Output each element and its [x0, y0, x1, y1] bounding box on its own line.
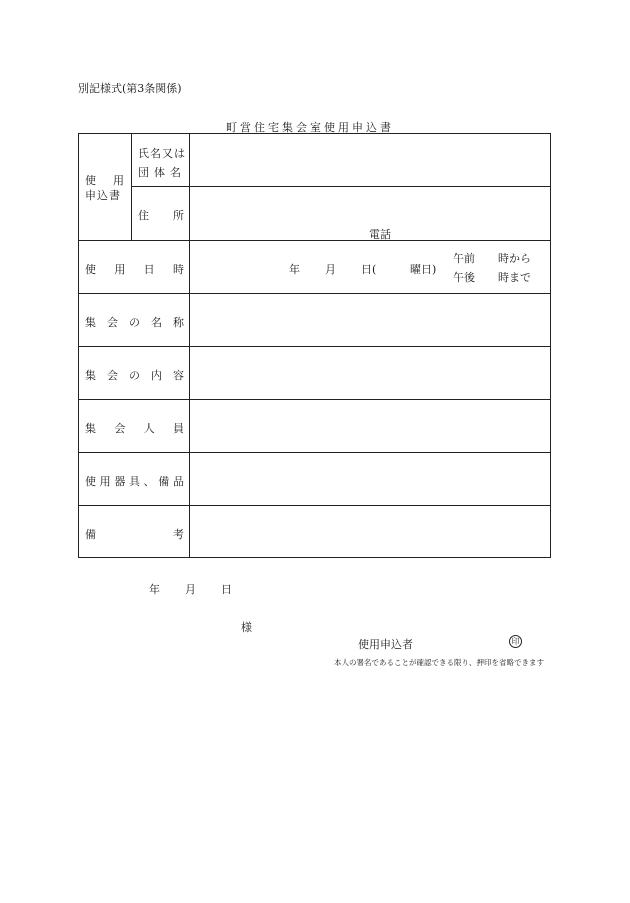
seal-mark-icon: 印	[509, 635, 522, 648]
name-label-line2: 団体名	[138, 166, 186, 179]
date-month: 月	[325, 263, 336, 276]
meeting-name-input-area[interactable]	[190, 294, 550, 346]
meeting-content-label: 集 会 の 内 容	[85, 369, 184, 382]
remarks-label: 備 考	[85, 528, 184, 541]
name-input-area[interactable]	[190, 134, 550, 186]
time-until-label: 時まで	[498, 271, 531, 284]
meeting-name-label: 集 会 の 名 称	[85, 316, 184, 329]
time-from-label: 時から	[498, 252, 531, 265]
applicant-label: 使用申込者	[358, 638, 413, 651]
name-label-line1: 氏名又は	[138, 147, 186, 160]
usage-datetime-label: 使 用 日 時	[85, 263, 184, 276]
date-day: 日(	[361, 263, 377, 276]
address-label: 住 所	[138, 209, 184, 222]
applicant-signature-area[interactable]	[425, 632, 505, 650]
equipment-input-area[interactable]	[190, 453, 550, 505]
form-title: 町営住宅集会室使用申込書	[226, 121, 394, 134]
remarks-input-area[interactable]	[190, 506, 550, 557]
usage-datetime-input-area[interactable]	[190, 241, 550, 293]
meeting-content-input-area[interactable]	[190, 347, 550, 399]
address-input-area[interactable]	[190, 187, 550, 225]
phone-label: 電話	[369, 228, 391, 241]
time-pm-label: 午後	[453, 271, 475, 284]
attendees-input-area[interactable]	[190, 400, 550, 452]
applicant-group-label: 使 用	[85, 174, 124, 187]
date-year: 年	[289, 263, 300, 276]
time-am-label: 午前	[453, 252, 475, 265]
equipment-label: 使 用 器 具 、 備 品	[85, 475, 184, 488]
footer-date-month: 月	[185, 583, 196, 596]
footer-date-day: 日	[221, 583, 232, 596]
seal-omission-note: 本人の署名であることが確認できる限り、押印を省略できます	[334, 658, 544, 667]
form-number-note: 別記様式(第3条関係)	[78, 82, 182, 95]
attendees-label: 集 会 人 員	[85, 422, 184, 435]
footer-date-year: 年	[149, 583, 160, 596]
applicant-group-label-line2: 申込書	[85, 189, 121, 202]
date-weekday: 曜日)	[410, 263, 437, 276]
addressee-suffix: 様	[241, 621, 252, 634]
